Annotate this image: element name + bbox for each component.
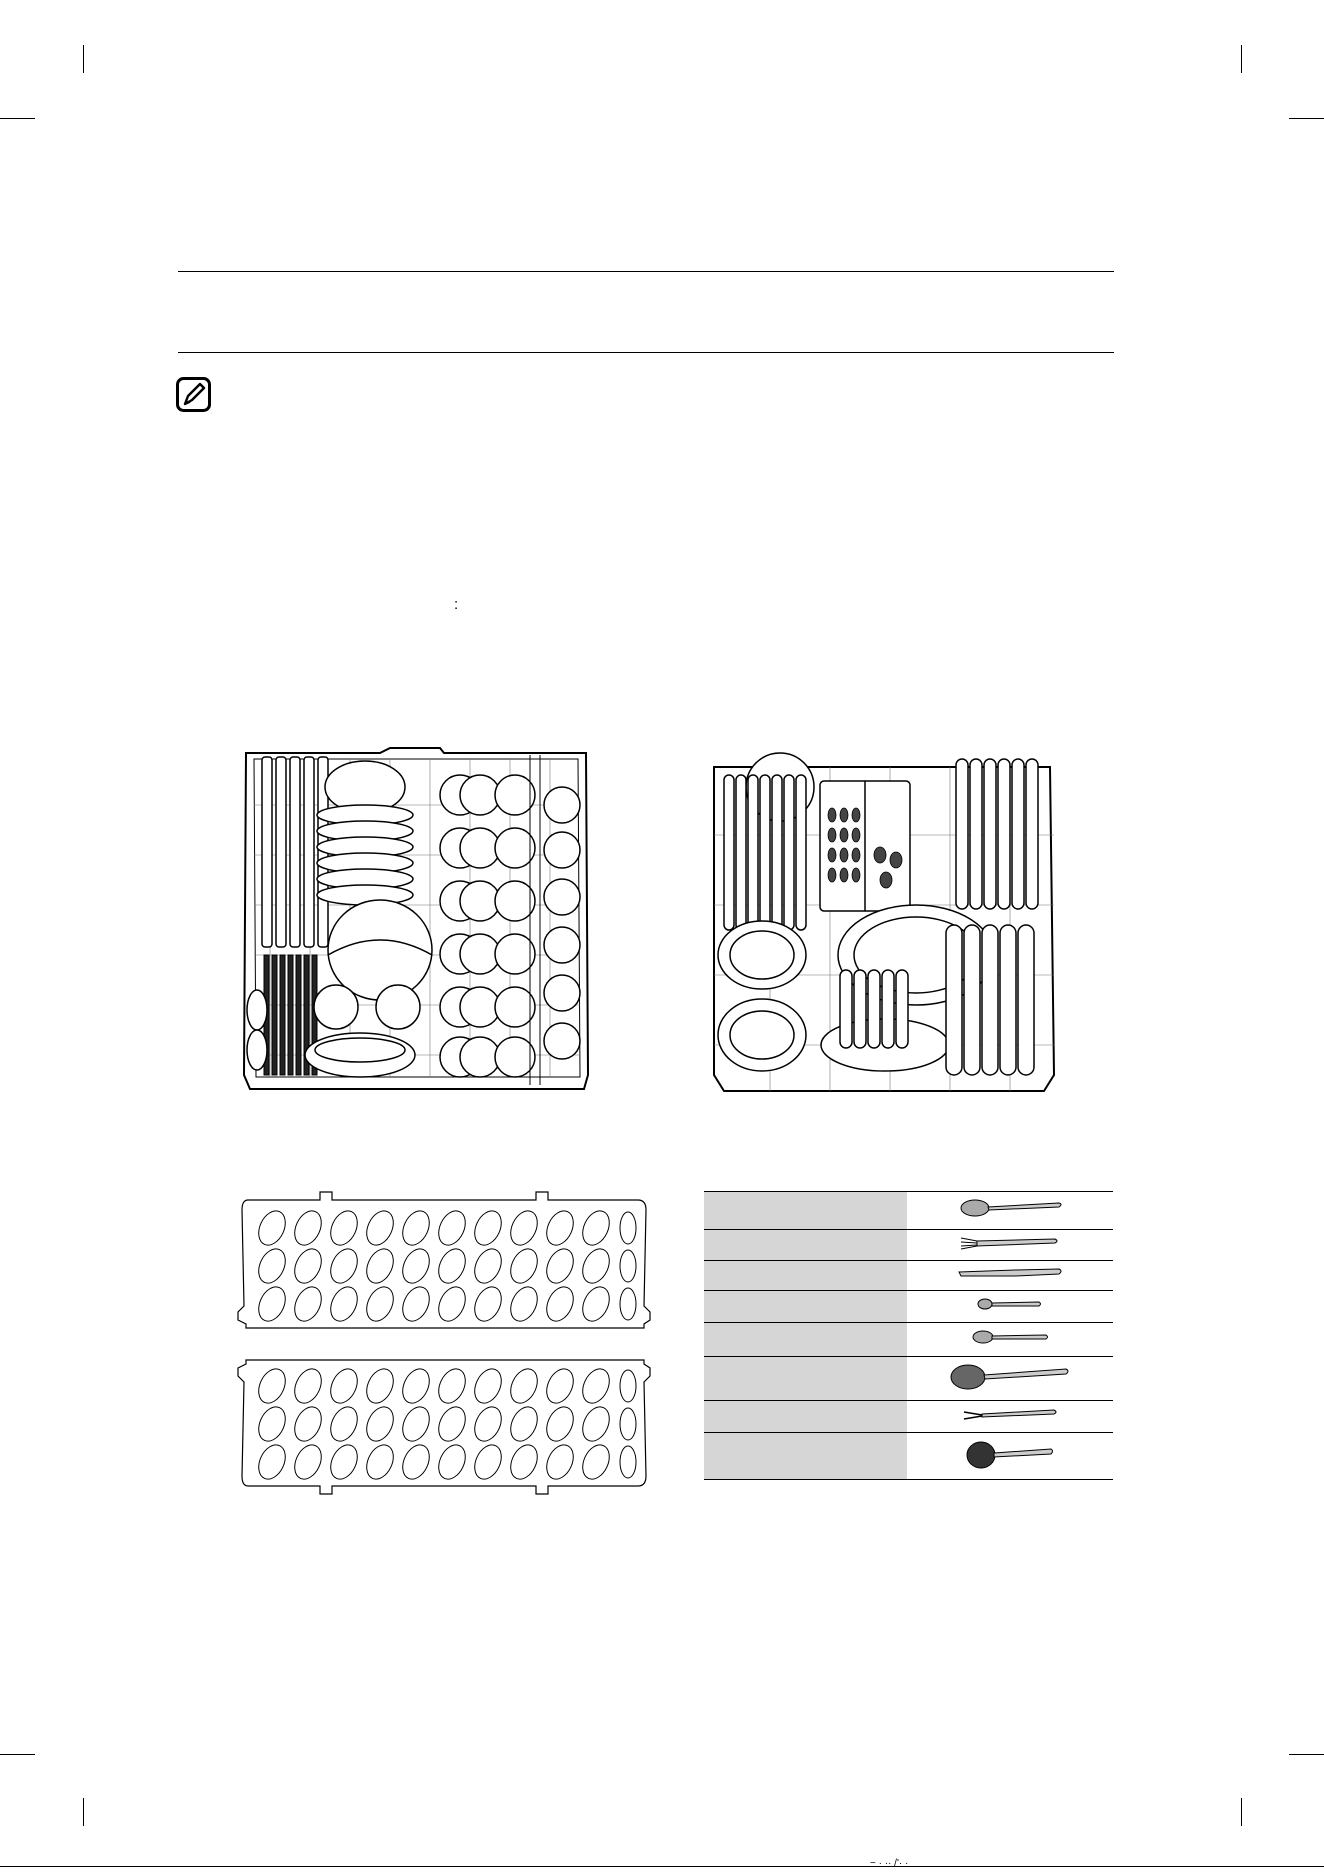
dessert-spoon-icon xyxy=(907,1323,1113,1357)
crop-mark xyxy=(1241,1798,1242,1826)
footer-fragment: − · ·· /'· · xyxy=(870,1858,909,1869)
cutlery-label xyxy=(704,1323,907,1357)
table-row xyxy=(704,1291,1113,1323)
crop-mark xyxy=(0,118,35,119)
note-pencil-icon xyxy=(176,377,211,412)
knife-icon xyxy=(907,1261,1113,1291)
cutlery-basket-cover xyxy=(236,1188,651,1338)
cutlery-label xyxy=(704,1401,907,1433)
table-row xyxy=(704,1401,1113,1433)
header-rule-bottom xyxy=(178,352,1114,353)
table-row xyxy=(704,1230,1113,1261)
serving-fork-icon xyxy=(907,1401,1113,1433)
cutlery-label xyxy=(704,1261,907,1291)
fork-icon xyxy=(907,1230,1113,1261)
cutlery-label xyxy=(704,1291,907,1323)
crop-mark xyxy=(0,1754,35,1755)
table-row xyxy=(704,1192,1113,1230)
cutlery-label xyxy=(704,1433,907,1480)
cutlery-label xyxy=(704,1230,907,1261)
lower-rack-loading-illustration xyxy=(710,745,1058,1097)
crop-mark xyxy=(1289,118,1324,119)
upper-rack-loading-illustration xyxy=(240,745,592,1095)
cutlery-label xyxy=(704,1192,907,1230)
serving-spoon-icon xyxy=(907,1357,1113,1401)
crop-mark xyxy=(1241,45,1242,73)
table-row xyxy=(704,1323,1113,1357)
header-rule-top xyxy=(178,271,1114,272)
cutlery-basket-cover xyxy=(236,1352,651,1500)
bottom-rule xyxy=(0,1866,1324,1867)
cutlery-label xyxy=(704,1357,907,1401)
ladle-icon xyxy=(907,1433,1113,1480)
cutlery-types-table xyxy=(704,1191,1113,1480)
table-row xyxy=(704,1357,1113,1401)
spoon-icon xyxy=(907,1192,1113,1230)
crop-mark xyxy=(1289,1754,1324,1755)
colon-mark: : xyxy=(454,596,459,613)
table-row xyxy=(704,1433,1113,1480)
crop-mark xyxy=(83,1798,84,1826)
teaspoon-icon xyxy=(907,1291,1113,1323)
table-row xyxy=(704,1261,1113,1291)
crop-mark xyxy=(83,45,84,73)
